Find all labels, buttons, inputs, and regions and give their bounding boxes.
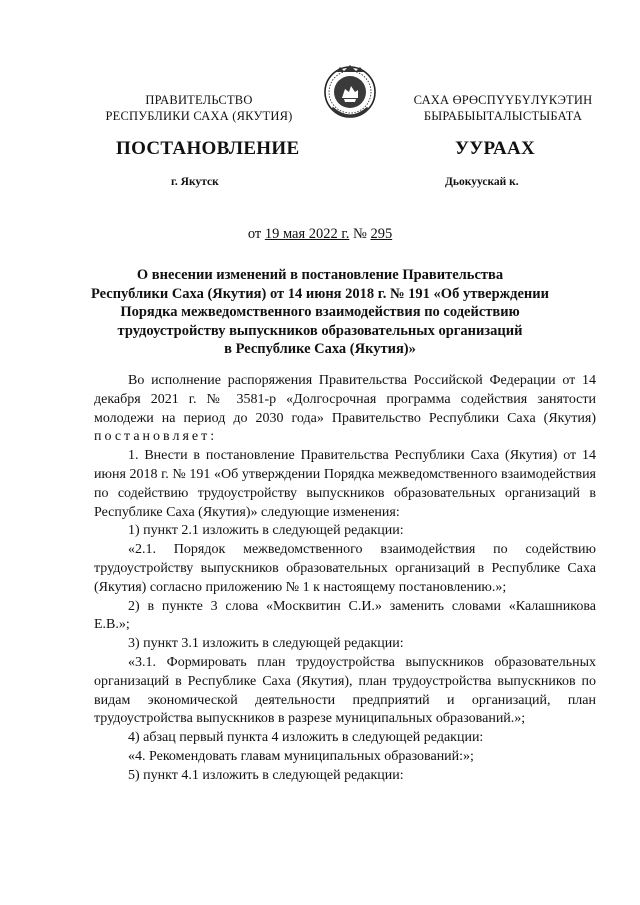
issuer-line: РЕСПУБЛИКИ САХА (ЯКУТИЯ) <box>105 109 293 123</box>
coat-of-arms-emblem-icon <box>322 62 378 126</box>
document-date-number <box>0 226 640 243</box>
heading-line: О внесении изменений в постановление Правительства <box>136 267 504 283</box>
paragraph-intro <box>94 372 596 447</box>
paragraph: 5) пункт 4.1 изложить в следующей редакции: <box>128 767 404 783</box>
issuer-name-yakut <box>388 92 618 124</box>
paragraph: 3) пункт 3.1 изложить в следующей редакции: <box>128 636 404 652</box>
decree-word: постановляет: <box>94 429 218 445</box>
paragraph: 1) пункт 2.1 изложить в следующей редакции: <box>128 523 404 539</box>
issuer-line: ПРАВИТЕЛЬСТВО <box>145 93 253 107</box>
number-sign: № <box>349 226 371 242</box>
document-heading <box>80 266 560 359</box>
paragraph: 1. Внести в постановление Правительства Республики Саха (Якутия) от 14 июня 2018 г. № 191 «Об утверждении Порядка межведомственного взаимодействия по содействию трудоустройству выпускников образовательных организаций в Республике Саха (Якутия)» следующие изменения: <box>94 448 596 520</box>
issuer-line: БЫРАБЫЫТАЛЫСТЫБАТА <box>423 109 583 123</box>
document-body <box>94 372 596 786</box>
paragraph: 4) абзац первый пункта 4 изложить в следующей редакции: <box>128 730 484 746</box>
paragraph: «3.1. Формировать план трудоустройства выпускников образовательных организаций в Республике Саха (Якутия), план трудоустройства выпускников по видам экономической деятельности предприятий и организаций, план трудоустройства выпускников в разрезе муниципальных образований.»; <box>94 654 596 727</box>
issuer-line: САХА ӨРӨСПҮҮБҮЛҮКЭТИН <box>413 93 593 107</box>
city-russian: г. Якутск <box>171 176 219 188</box>
date-prefix: от <box>247 226 265 242</box>
document-date: 19 мая 2022 г. <box>264 226 350 242</box>
heading-line: Порядка межведомственного взаимодействия по содействию <box>120 304 520 320</box>
heading-line: трудоустройству выпускников образовательных организаций <box>117 322 523 339</box>
paragraph: «4. Рекомендовать главам муниципальных образований:»; <box>128 748 474 764</box>
city-yakut: Дьокуускай к. <box>445 176 519 188</box>
paragraph: 2) в пункте 3 слова «Москвитин С.И.» заменить словами «Калашникова Е.В.»; <box>94 598 596 633</box>
issuer-name-russian <box>84 92 314 124</box>
paragraph: «2.1. Порядок межведомственного взаимодействия по содействию трудоустройству выпускников образовательных организаций в Республике Саха (Якутия) согласно приложению № 1 к настоящему постановлению.»; <box>94 542 596 595</box>
doc-type-yakut: УУРААХ <box>455 138 536 159</box>
heading-line: Республики Саха (Якутия) от 14 июня 2018 г. № 191 «Об утверждении <box>90 285 549 302</box>
document-number: 295 <box>370 226 393 242</box>
heading-line: в Республике Саха (Якутия)» <box>224 341 416 357</box>
intro-text: Во исполнение распоряжения Правительства Российской Федерации от 14 декабря 2021 г. № 3581-р «Долгосрочная программа содействия занятости молодежи на период до 2030 года» Правительство Республики Саха (Якутия) <box>94 373 596 426</box>
doc-type-russian: ПОСТАНОВЛЕНИЕ <box>116 138 300 159</box>
